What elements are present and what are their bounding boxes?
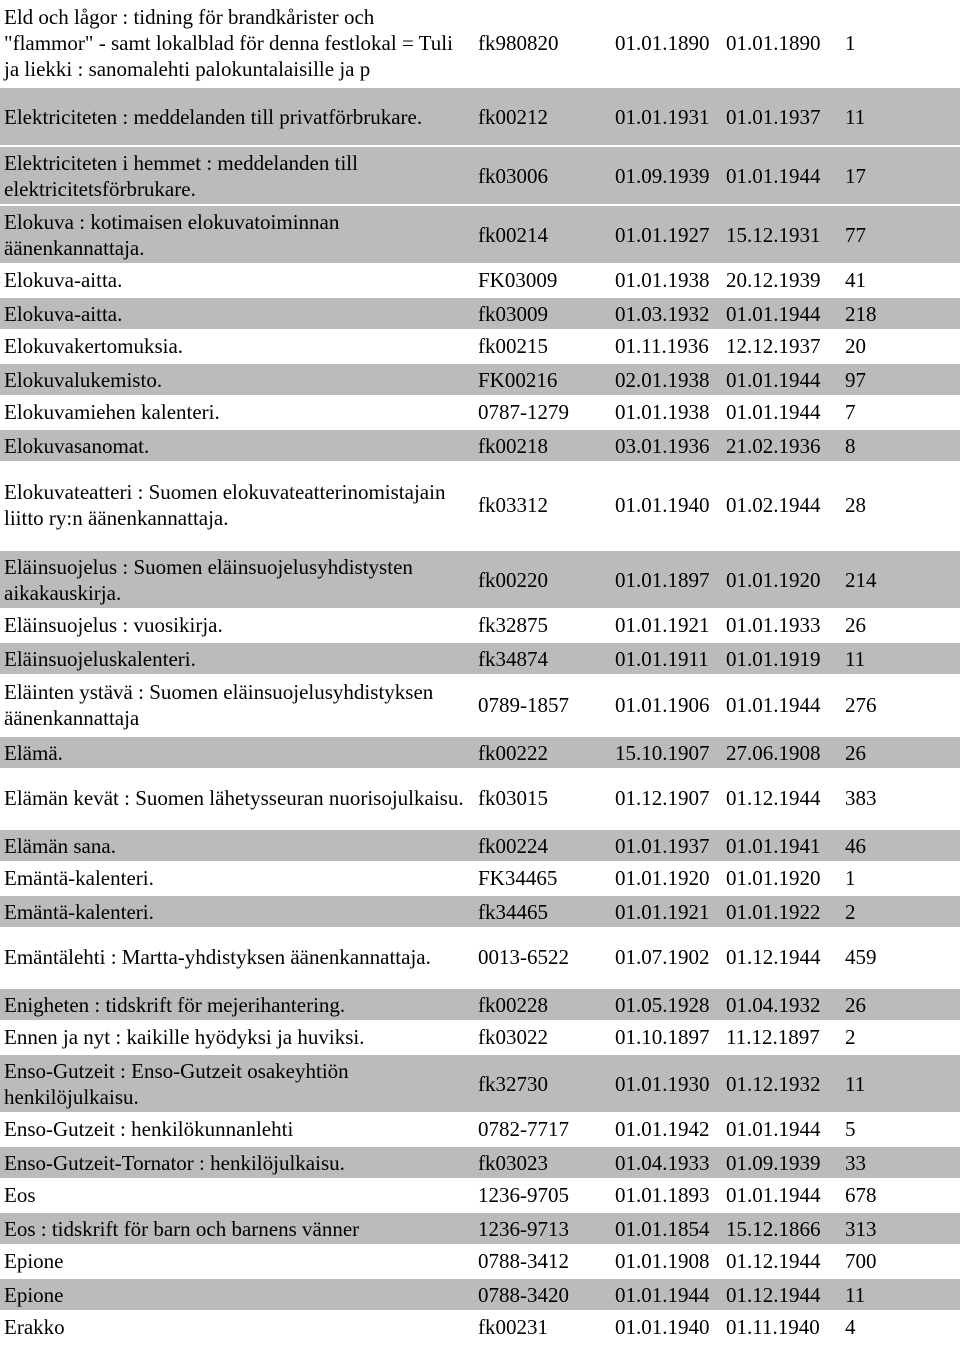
table-row [0,1277,960,1310]
periodical-id: fk980820 [478,31,559,55]
issue-count: 4 [845,1315,856,1339]
table-row [0,86,960,145]
periodical-id: 0782-7717 [478,1116,569,1141]
start-date: 01.01.1940 [615,493,710,517]
periodical-id: fk34874 [478,646,548,671]
end-date: 01.01.1944 [726,1116,821,1141]
periodical-id: fk00222 [478,740,548,765]
start-date: 01.01.1854 [615,1216,710,1241]
periodical-title: Eläinsuojeluskalenteri. [4,646,196,671]
end-date: 01.12.1932 [726,1071,821,1096]
table-row [0,549,960,608]
periodical-title: Eos [4,1182,36,1207]
issue-count: 5 [845,1116,856,1141]
issue-count: 678 [845,1182,877,1207]
periodical-title: Elämän kevät : Suomen lähetysseuran nuorisojulkaisu. [4,786,464,810]
periodical-id: 0789-1857 [478,692,569,717]
end-date: 01.01.1944 [726,692,821,717]
table-row [0,894,960,927]
issue-count: 276 [845,692,877,717]
periodical-id: fk03023 [478,1150,548,1175]
periodical-id: fk03022 [478,1024,548,1049]
periodical-id: 0788-3420 [478,1282,569,1307]
table-row [0,1145,960,1178]
end-date: 01.01.1922 [726,899,821,924]
start-date: 01.01.1920 [615,865,710,890]
periodical-id: fk03006 [478,163,548,188]
table-row [0,674,960,735]
start-date: 01.01.1921 [615,612,710,637]
table-row [0,0,960,86]
table-row [0,828,960,861]
start-date: 01.01.1930 [615,1071,710,1096]
table-row [0,735,960,768]
end-date: 01.01.1933 [726,612,821,637]
table-row [0,1310,960,1344]
periodical-title: Elektriciteten i hemmet : meddelanden till elektricitetsförbrukare. [4,150,358,201]
issue-count: 77 [845,222,866,247]
end-date: 01.01.1944 [726,399,821,424]
start-date: 01.12.1907 [615,786,710,810]
start-date: 03.01.1936 [615,433,710,458]
periodical-title: Elokuva-aitta. [4,267,123,292]
periodical-id: fk00224 [478,833,548,858]
periodical-title: Eläinten ystävä : Suomen eläinsuojelusyhdistyksen äänenkannattaja [4,679,434,730]
table-row [0,263,960,296]
periodical-id: fk00228 [478,992,548,1017]
table-row [0,987,960,1020]
end-date: 15.12.1931 [726,222,821,247]
periodical-title: Eläinsuojelus : vuosikirja. [4,612,223,637]
end-date: 01.04.1932 [726,992,821,1017]
periodical-id: 0787-1279 [478,399,569,424]
start-date: 01.11.1936 [615,333,709,358]
issue-count: 11 [845,1282,866,1307]
issue-count: 46 [845,833,866,858]
periodical-id: FK00216 [478,367,558,392]
start-date: 01.01.1944 [615,1282,710,1307]
issue-count: 2 [845,1024,856,1049]
periodical-title: Erakko [4,1315,65,1339]
table-row [0,428,960,461]
end-date: 01.01.1919 [726,646,821,671]
start-date: 01.04.1933 [615,1150,710,1175]
end-date: 20.12.1939 [726,267,821,292]
periodical-title: Ennen ja nyt : kaikille hyödyksi ja huviksi. [4,1024,365,1049]
issue-count: 1 [845,31,856,55]
end-date: 01.01.1944 [726,367,821,392]
table-row [0,1020,960,1053]
issue-count: 218 [845,301,877,326]
start-date: 15.10.1907 [615,740,710,765]
start-date: 01.07.1902 [615,945,710,969]
periodical-title: Elämä. [4,740,63,765]
start-date: 01.01.1938 [615,399,710,424]
table-row [0,768,960,828]
periodical-title: Enso-Gutzeit : Enso-Gutzeit osakeyhtiön henkilöjulkaisu. [4,1058,349,1109]
issue-count: 20 [845,333,866,358]
issue-count: 7 [845,399,856,424]
issue-count: 41 [845,267,866,292]
issue-count: 459 [845,945,877,969]
end-date: 01.01.1890 [726,31,821,55]
start-date: 01.01.1906 [615,692,710,717]
issue-count: 17 [845,163,866,188]
table-row [0,641,960,674]
table-row [0,204,960,263]
issue-count: 33 [845,1150,866,1175]
issue-count: 214 [845,567,877,592]
end-date: 15.12.1866 [726,1216,821,1241]
start-date: 01.01.1937 [615,833,710,858]
periodical-title: Emäntä-kalenteri. [4,865,154,890]
periodical-title: Elokuvalukemisto. [4,367,163,392]
table-row [0,927,960,987]
end-date: 01.01.1920 [726,865,821,890]
table-row [0,461,960,549]
periodical-title: Emäntä-kalenteri. [4,899,154,924]
start-date: 01.01.1921 [615,899,710,924]
issue-count: 2 [845,899,856,924]
periodical-id: fk00215 [478,333,548,358]
periodical-title: Elokuvamiehen kalenteri. [4,399,220,424]
end-date: 27.06.1908 [726,740,821,765]
start-date: 01.01.1908 [615,1248,710,1273]
table-row [0,362,960,395]
start-date: 01.01.1890 [615,31,710,55]
table-row [0,1244,960,1277]
table-row [0,145,960,204]
issue-count: 26 [845,992,866,1017]
table-row [0,329,960,362]
periodical-id: fk00212 [478,104,548,129]
issue-count: 383 [845,786,877,810]
end-date: 12.12.1937 [726,333,821,358]
issue-count: 313 [845,1216,877,1241]
periodical-title: Eld och lågor : tidning för brandkårister och "flammor" - samt lokalblad för denna festlokal = Tuli ja liekki : sanomalehti palokuntalaisille ja p [4,5,453,81]
periodical-id: fk03015 [478,786,548,810]
issue-count: 11 [845,104,866,129]
table-row [0,1178,960,1211]
periodical-id: 1236-9713 [478,1216,569,1241]
end-date: 01.11.1940 [726,1315,820,1339]
issue-count: 8 [845,433,856,458]
end-date: 01.12.1944 [726,786,821,810]
end-date: 01.01.1941 [726,833,821,858]
table-row [0,296,960,329]
periodical-title: Eläinsuojelus : Suomen eläinsuojelusyhdistysten aikakauskirja. [4,554,413,605]
end-date: 11.12.1897 [726,1024,820,1049]
start-date: 01.01.1897 [615,567,710,592]
table-row [0,608,960,641]
start-date: 01.10.1897 [615,1024,710,1049]
periodical-id: fk34465 [478,899,548,924]
end-date: 01.01.1944 [726,301,821,326]
end-date: 01.01.1920 [726,567,821,592]
issue-count: 26 [845,740,866,765]
periodical-id: 0013-6522 [478,945,569,969]
periodical-title: Elämän sana. [4,833,116,858]
periodical-title: Elektriciteten : meddelanden till privatförbrukare. [4,104,423,129]
periodical-title: Epione [4,1282,64,1307]
periodical-title: Eos : tidskrift för barn och barnens vänner [4,1216,360,1241]
periodical-id: 0788-3412 [478,1248,569,1273]
periodical-title: Enso-Gutzeit-Tornator : henkilöjulkaisu. [4,1150,345,1175]
start-date: 01.01.1938 [615,267,710,292]
start-date: 02.01.1938 [615,367,710,392]
periodical-title: Enigheten : tidskrift för mejerihantering. [4,992,346,1017]
issue-count: 11 [845,646,866,671]
end-date: 01.12.1944 [726,945,821,969]
periodical-title: Elokuvakertomuksia. [4,333,184,358]
start-date: 01.01.1927 [615,222,710,247]
issue-count: 1 [845,865,856,890]
periodical-id: FK03009 [478,267,558,292]
start-date: 01.01.1940 [615,1315,710,1339]
periodical-id: 1236-9705 [478,1182,569,1207]
periodical-id: fk00218 [478,433,548,458]
table-row [0,1211,960,1244]
end-date: 01.01.1937 [726,104,821,129]
periodical-id: fk32875 [478,612,548,637]
periodical-id: fk03009 [478,301,548,326]
periodical-title: Enso-Gutzeit : henkilökunnanlehti [4,1116,294,1141]
table-row [0,1053,960,1112]
periodical-title: Elokuvateatteri : Suomen elokuvateatterinomistajain liitto ry:n äänenkannattaja. [4,480,446,530]
end-date: 21.02.1936 [726,433,821,458]
periodical-id: fk03312 [478,493,548,517]
periodical-title: Emäntälehti : Martta-yhdistyksen äänenkannattaja. [4,945,431,969]
table-row [0,861,960,894]
table-row [0,1112,960,1145]
periodical-id: fk00214 [478,222,548,247]
end-date: 01.09.1939 [726,1150,821,1175]
issue-count: 28 [845,493,866,517]
periodical-title: Epione [4,1248,64,1273]
periodical-id: fk00220 [478,567,548,592]
start-date: 01.01.1931 [615,104,710,129]
periodical-title: Elokuvasanomat. [4,433,150,458]
end-date: 01.01.1944 [726,1182,821,1207]
start-date: 01.01.1911 [615,646,709,671]
end-date: 01.12.1944 [726,1282,821,1307]
issue-count: 26 [845,612,866,637]
start-date: 01.01.1893 [615,1182,710,1207]
end-date: 01.12.1944 [726,1248,821,1273]
start-date: 01.01.1942 [615,1116,710,1141]
periodical-title: Elokuva : kotimaisen elokuvatoiminnan äänenkannattaja. [4,209,340,260]
end-date: 01.01.1944 [726,163,821,188]
periodical-id: fk32730 [478,1071,548,1096]
issue-count: 97 [845,367,866,392]
start-date: 01.03.1932 [615,301,710,326]
issue-count: 700 [845,1248,877,1273]
periodical-title: Elokuva-aitta. [4,301,123,326]
end-date: 01.02.1944 [726,493,821,517]
periodical-id: FK34465 [478,865,558,890]
issue-count: 11 [845,1071,866,1096]
periodical-id: fk00231 [478,1315,548,1339]
table-row [0,395,960,428]
start-date: 01.05.1928 [615,992,710,1017]
start-date: 01.09.1939 [615,163,710,188]
